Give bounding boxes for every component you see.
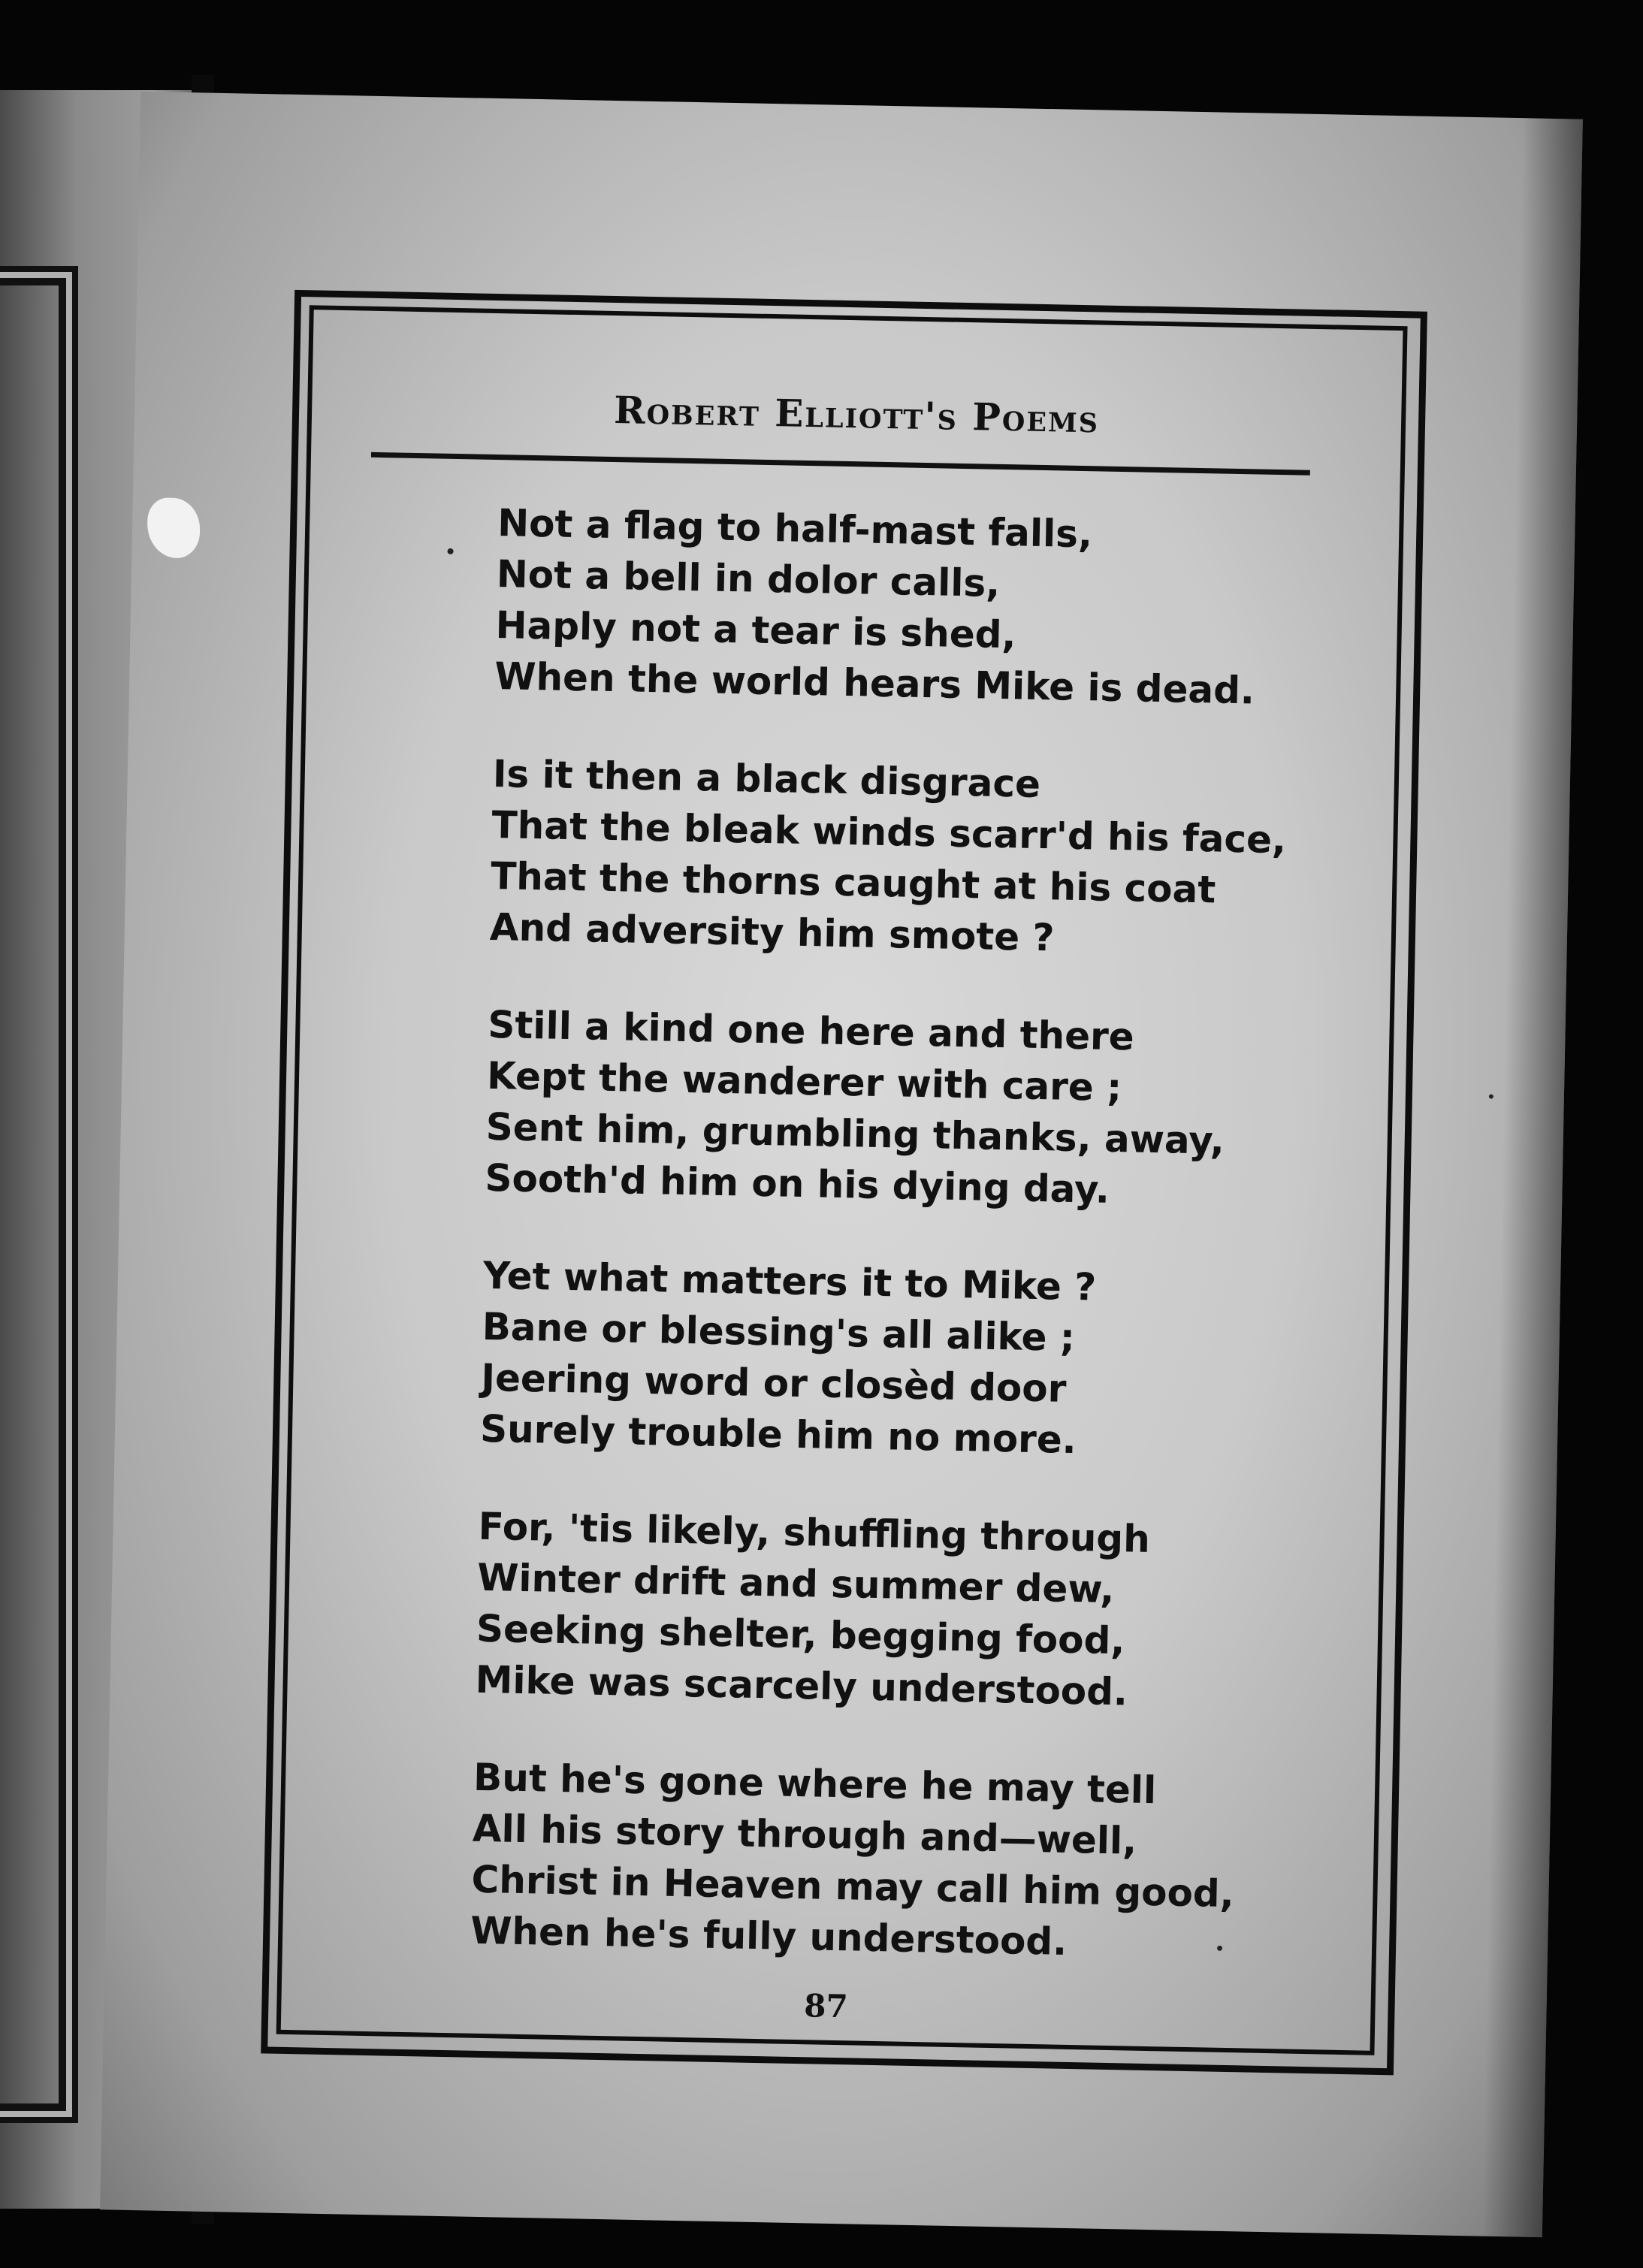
poem-line: Is it then a black disgrace	[492, 751, 1041, 806]
stanza	[489, 748, 1319, 968]
poem-line: Not a bell in dolor calls,	[496, 552, 1001, 606]
poem-line: Sooth'd him on his dying day.	[485, 1155, 1110, 1212]
poem-line: Still a kind one here and there	[487, 1002, 1135, 1059]
running-head: Robert Elliott's Poems	[613, 388, 1100, 442]
poem-line: Bane or blessing's all alike ;	[482, 1304, 1076, 1360]
stanza	[475, 1501, 1305, 1721]
paper-speck	[1217, 1946, 1222, 1951]
paper-tear-mark	[146, 497, 201, 558]
book-page	[100, 92, 1583, 2237]
poem-body	[469, 497, 1324, 2019]
poem-line: That the bleak winds scarr'd his face,	[491, 802, 1287, 862]
stanza	[480, 1250, 1310, 1470]
poem-line: All his story through and—well,	[472, 1806, 1137, 1863]
poem-line: Mike was scarcely understood.	[475, 1657, 1128, 1714]
poem-line: Not a flag to half-mast falls,	[497, 501, 1093, 557]
poem-line: Kept the wanderer with care ;	[486, 1053, 1122, 1110]
poem-line: Jeering word or closèd door	[480, 1355, 1067, 1411]
stanza	[485, 999, 1315, 1219]
poem-line: When he's fully understood.	[470, 1908, 1068, 1964]
poem-line: Sent him, grumbling thanks, away,	[485, 1104, 1225, 1163]
poem-line: But he's gone where he may tell	[473, 1755, 1157, 1813]
poem-line: Seeking shelter, begging food,	[476, 1606, 1125, 1663]
poem-line: Yet what matters it to Mike ?	[482, 1253, 1097, 1309]
paper-speck	[1489, 1095, 1493, 1099]
page-number: 87	[803, 1987, 849, 2025]
poem-line: And adversity him smote ?	[489, 904, 1056, 960]
poem-line: For, 'tis likely, shuffling through	[478, 1504, 1151, 1561]
stanza	[470, 1752, 1300, 1972]
poem-line: When the world hears Mike is dead.	[494, 654, 1255, 713]
stanza	[494, 497, 1324, 717]
poem-line: That the thorns caught at his coat	[490, 853, 1216, 912]
poem-line: Winter drift and summer dew,	[476, 1555, 1115, 1612]
poem-line: Christ in Heaven may call him good,	[471, 1857, 1235, 1916]
poem-line: Surely trouble him no more.	[479, 1406, 1077, 1463]
header-rule	[371, 452, 1310, 476]
facing-page-border	[0, 278, 66, 2111]
page-edge-shadow	[1482, 118, 1583, 2237]
page-content	[281, 310, 1403, 2050]
poem-line: Haply not a tear is shed,	[495, 603, 1017, 657]
